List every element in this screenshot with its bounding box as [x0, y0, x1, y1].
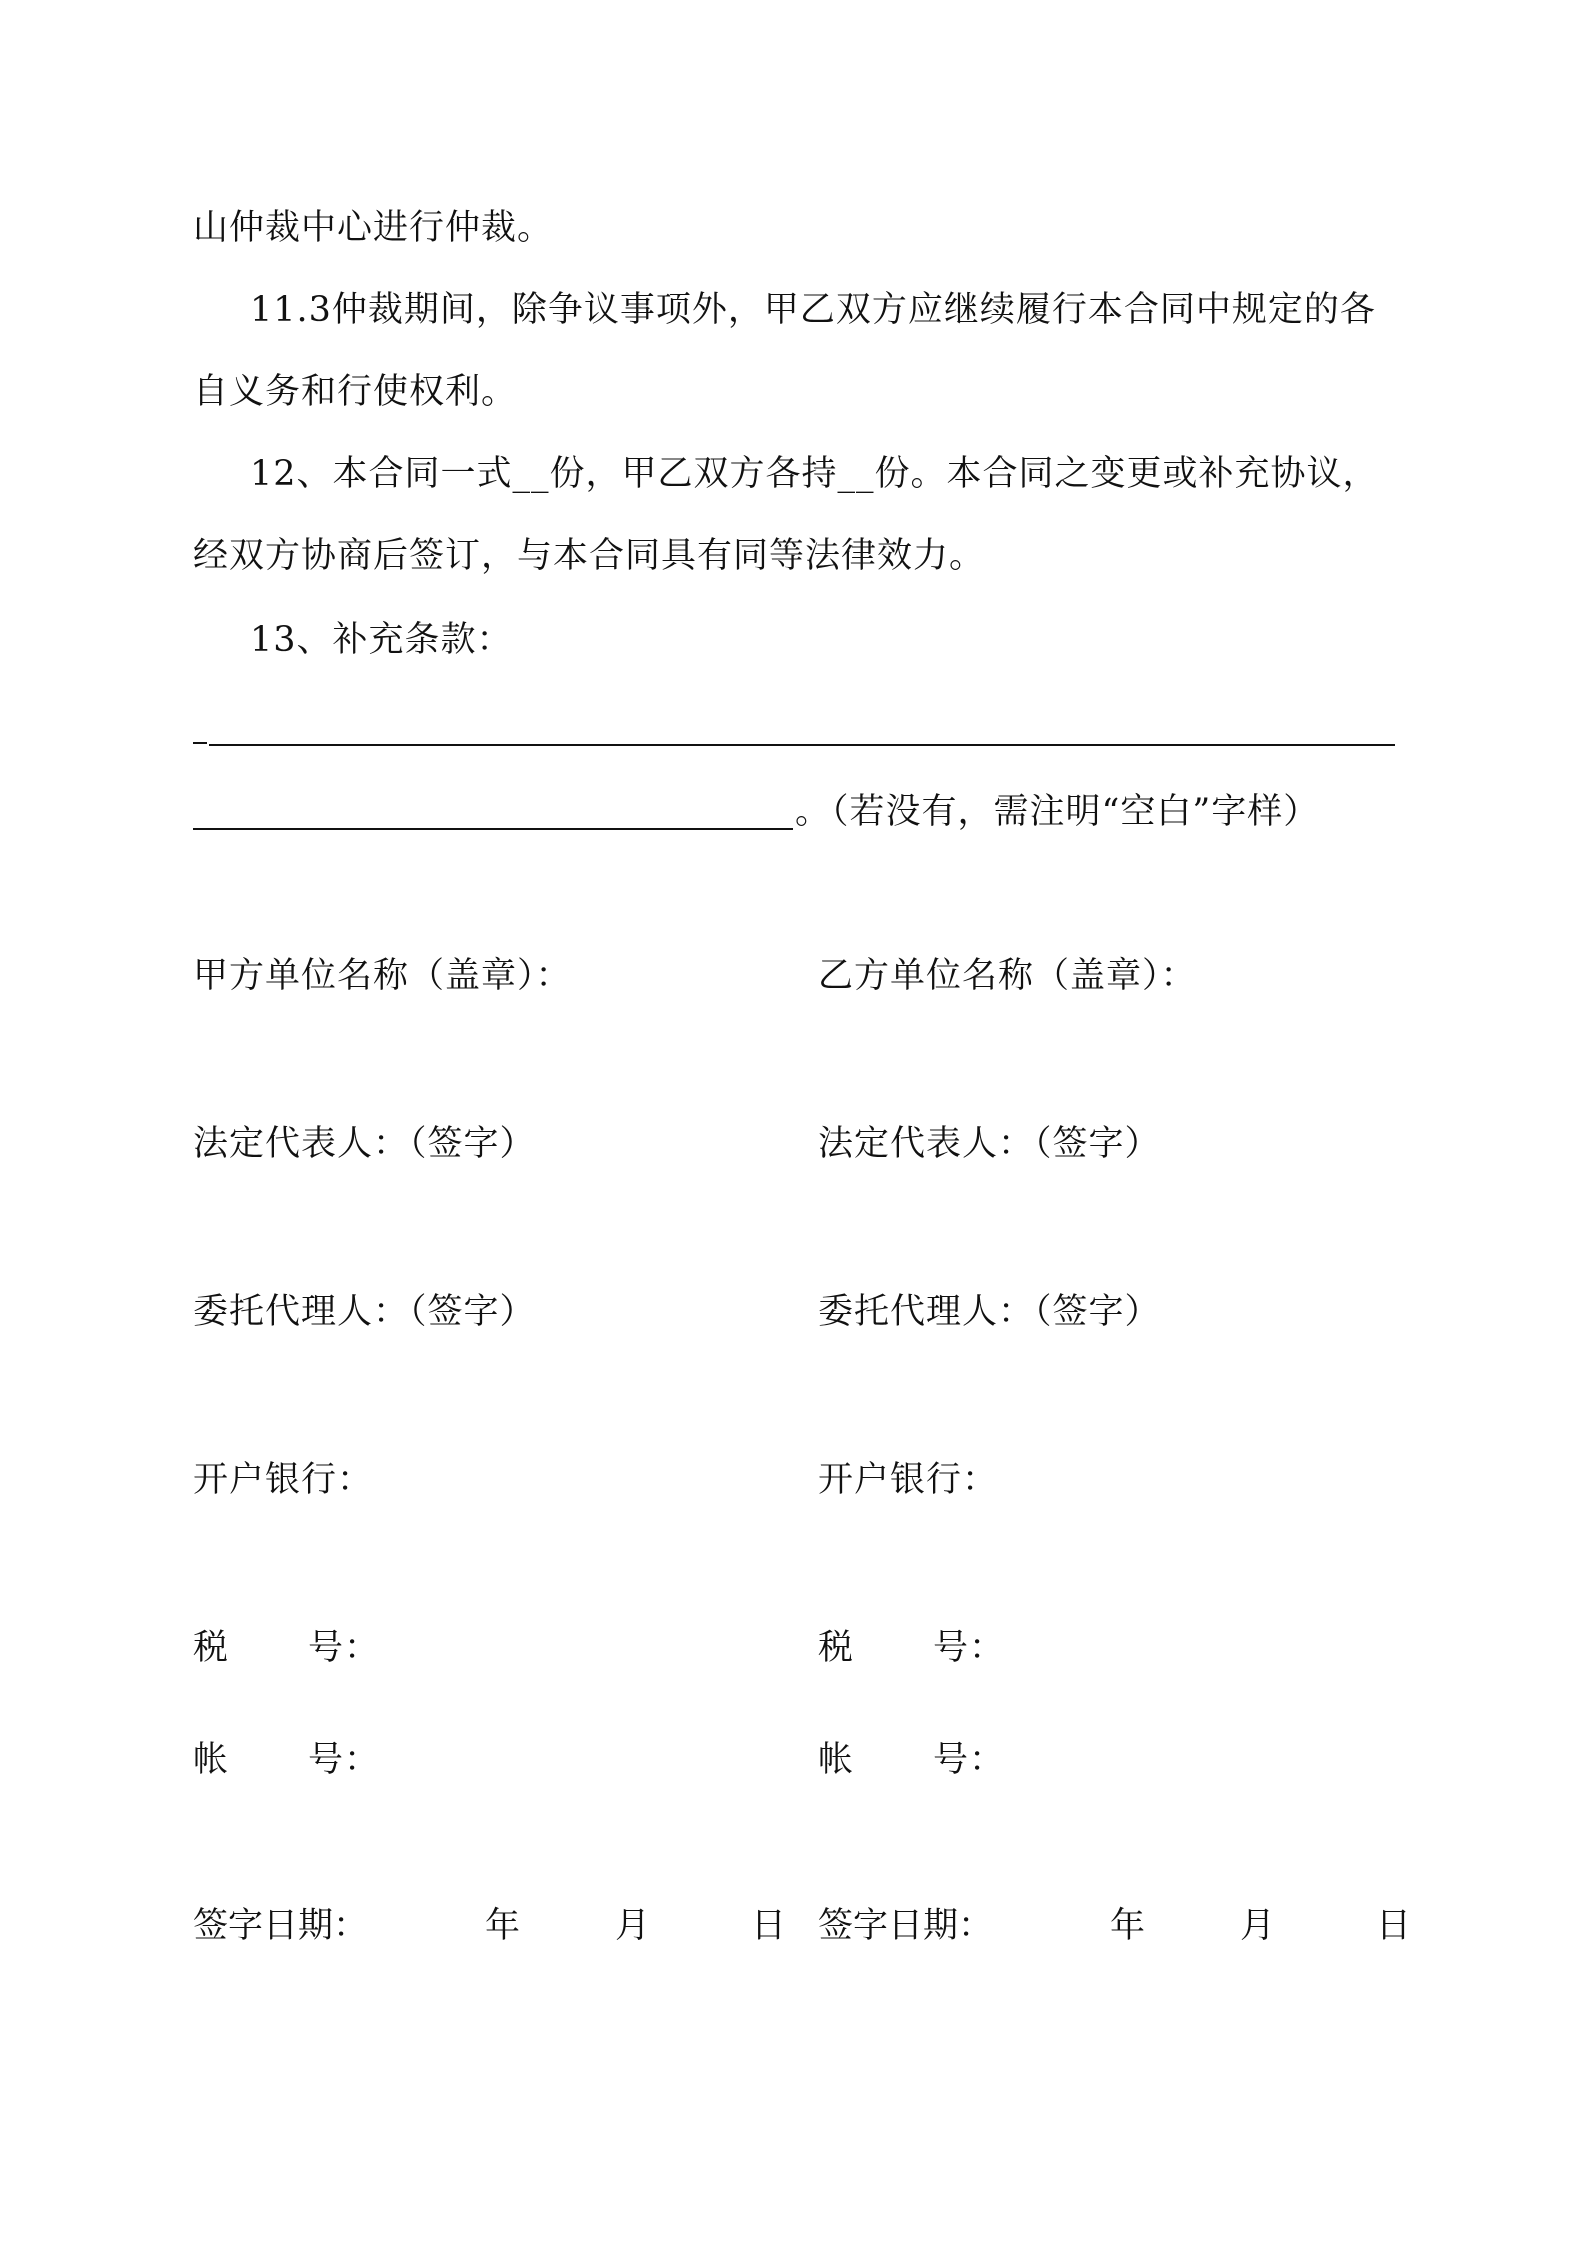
blank-note: 。（若没有，需注明“空白”字样） — [795, 792, 1320, 832]
party-b-sign-date-label: 签字日期： — [818, 1906, 994, 1946]
paragraph-12-line2: 经双方协商后签订，与本合同具有同等法律效力。 — [193, 536, 986, 576]
party-a-agent-label: 委托代理人：（签字） — [193, 1292, 536, 1332]
party-b-sign-date — [818, 1904, 1418, 1948]
party-b-legal-rep-label: 法定代表人：（签字） — [818, 1124, 1161, 1164]
blank-line-leading-dash — [193, 742, 207, 744]
party-a-tax-number-label: 税 号： — [193, 1628, 381, 1668]
paragraph-12-line1: 12、本合同一式__份，甲乙双方各持__份。本合同之变更或补充协议， — [250, 454, 1379, 494]
supplementary-blank-line-2[interactable] — [193, 828, 793, 830]
supplementary-blank-line-1[interactable] — [209, 744, 1395, 746]
party-b-account-number-label: 帐 号： — [818, 1740, 1006, 1780]
party-b-month: 月 — [1240, 1906, 1276, 1946]
party-b-agent-label: 委托代理人：（签字） — [818, 1292, 1161, 1332]
party-b-unit-name-label: 乙方单位名称（盖章）： — [818, 956, 1197, 996]
party-a-legal-rep-label: 法定代表人：（签字） — [193, 1124, 536, 1164]
party-b-bank-label: 开户银行： — [818, 1460, 999, 1500]
paragraph-11-3-line1: 11.3仲裁期间，除争议事项外，甲乙双方应继续履行本合同中规定的各 — [250, 290, 1376, 330]
party-b-tax-number-label: 税 号： — [818, 1628, 1006, 1668]
party-a-account-number-label: 帐 号： — [193, 1740, 381, 1780]
party-b-day: 日 — [1376, 1906, 1412, 1946]
paragraph-11-3-line2: 自义务和行使权利。 — [193, 372, 518, 412]
party-a-bank-label: 开户银行： — [193, 1460, 374, 1500]
party-a-sign-date-label: 签字日期： — [193, 1906, 369, 1946]
party-a-day: 日 — [751, 1906, 787, 1946]
party-a-sign-date — [193, 1904, 793, 1948]
party-a-unit-name-label: 甲方单位名称（盖章）： — [193, 956, 572, 996]
party-a-month: 月 — [615, 1906, 651, 1946]
party-a-year: 年 — [485, 1906, 521, 1946]
party-b-year: 年 — [1110, 1906, 1146, 1946]
paragraph-13-supplementary: 13、补充条款： — [250, 620, 513, 660]
paragraph-arbitration-end: 山仲裁中心进行仲裁。 — [193, 208, 554, 248]
